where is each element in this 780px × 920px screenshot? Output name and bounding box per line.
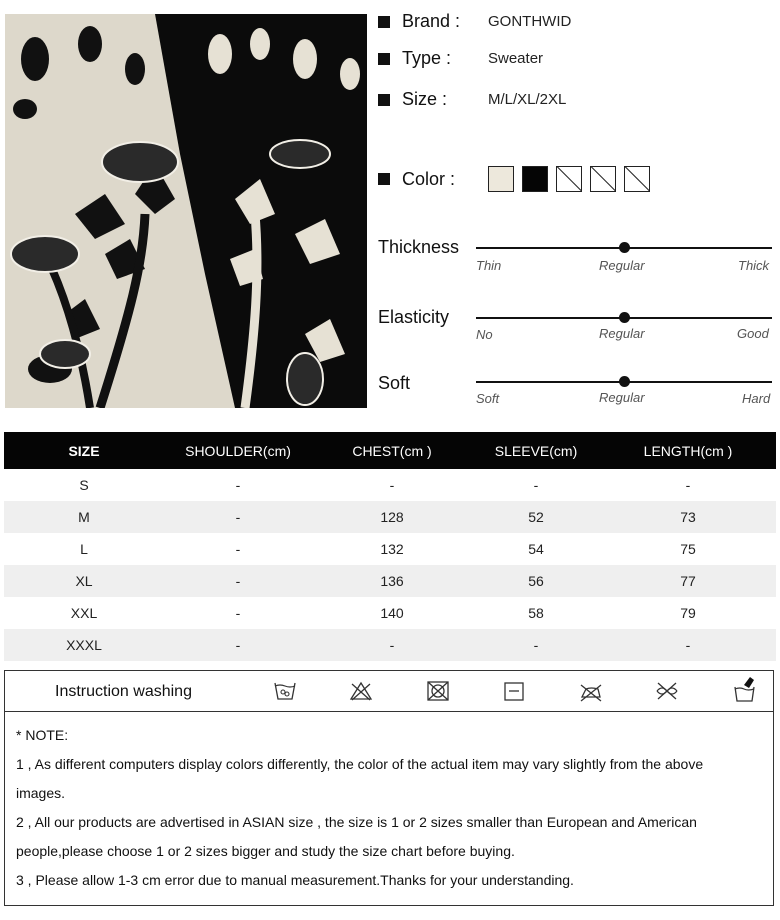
header-size: SIZE: [4, 432, 164, 469]
cell-size: M: [4, 501, 164, 533]
thickness-label: Thickness: [378, 237, 460, 257]
cell-length: -: [685, 477, 691, 493]
color-swatch-cream[interactable]: [488, 166, 514, 192]
brand-value: GONTHWID: [488, 13, 572, 30]
cell-sleeve: 52: [472, 501, 600, 533]
note-line: people,please choose 1 or 2 sizes bigger and study the size chart before buying.: [16, 843, 515, 859]
cell-sleeve: -: [472, 629, 600, 661]
note-line: images.: [16, 785, 66, 801]
table-row: [4, 533, 776, 565]
cell-size: L: [80, 541, 88, 557]
notes-section: [16, 721, 776, 895]
elasticity-max-label: Good: [737, 326, 769, 341]
softness-max-label: Hard: [742, 391, 771, 406]
cell-length: 75: [680, 541, 696, 557]
cell-sleeve: -: [533, 477, 539, 493]
cell-size: XXL: [70, 605, 98, 621]
softness-label: Soft: [378, 373, 411, 393]
color-swatch-unavailable: [590, 166, 616, 192]
header-chest: CHEST(cm ): [312, 432, 472, 469]
table-row: [4, 501, 776, 533]
cell-size: XXXL: [4, 629, 164, 661]
elasticity-min-label: No: [476, 327, 493, 342]
cell-shoulder: -: [164, 629, 312, 661]
note-line: 1 , As different computers display colors differently, the color of the actual item may vary slightly from the above: [16, 756, 704, 772]
cell-chest: 132: [380, 541, 404, 557]
color-swatch-unavailable: [624, 166, 650, 192]
cell-shoulder: -: [164, 565, 312, 597]
washing-title: Instruction washing: [55, 683, 192, 700]
cell-shoulder: -: [164, 501, 312, 533]
color-swatch-unavailable: [556, 166, 582, 192]
thickness-min-label: Thin: [476, 258, 502, 273]
softness-mid-label: Regular: [599, 390, 645, 405]
no-bleach-icon: [349, 679, 373, 703]
note-line: 2 , All our products are advertised in ASIAN size , the size is 1 or 2 sizes smaller than European and American: [16, 814, 697, 830]
cell-size: XL: [4, 565, 164, 597]
softness-indicator: [619, 376, 630, 387]
cell-length: 79: [680, 605, 696, 621]
header-length: LENGTH(cm ): [600, 432, 776, 469]
cell-size: S: [79, 477, 89, 493]
bullet-icon: [378, 53, 390, 65]
cell-shoulder: -: [235, 541, 241, 557]
table-row: [4, 629, 776, 661]
size-label: Size :: [402, 89, 448, 109]
cell-chest: 140: [380, 605, 404, 621]
thickness-mid-label: Regular: [599, 258, 645, 273]
size-chart-table: [4, 432, 776, 661]
table-header-row: [4, 432, 776, 469]
type-row: [378, 48, 543, 69]
header-sleeve: SLEEVE(cm): [472, 432, 600, 469]
type-value: Sweater: [488, 50, 544, 67]
type-label: Type :: [402, 48, 452, 68]
thickness-indicator: [619, 242, 630, 253]
cell-length: -: [600, 629, 776, 661]
color-label: Color :: [402, 168, 456, 189]
bullet-icon: [378, 94, 390, 106]
cell-sleeve: 54: [528, 541, 544, 557]
color-row: [378, 166, 658, 192]
cell-chest: 128: [312, 501, 472, 533]
cell-sleeve: 58: [528, 605, 544, 621]
washing-instructions-box: [4, 670, 774, 906]
cell-chest: -: [389, 477, 395, 493]
no-wring-icon: [655, 679, 679, 703]
color-swatch-black[interactable]: [522, 166, 548, 192]
cell-length: 77: [600, 565, 776, 597]
note-line: 3 , Please allow 1-3 cm error due to manual measurement.Thanks for your understanding.: [16, 872, 574, 888]
elasticity-mid-label: Regular: [599, 326, 645, 341]
hand-wash-bucket-icon: [732, 675, 758, 703]
brand-label: Brand :: [402, 11, 461, 31]
size-row: [378, 89, 566, 110]
cell-shoulder: -: [235, 477, 241, 493]
cell-chest: -: [312, 629, 472, 661]
cell-shoulder: -: [235, 605, 241, 621]
product-specs: [0, 0, 780, 420]
table-row: [4, 565, 776, 597]
softness-min-label: Soft: [476, 391, 500, 406]
bullet-icon: [378, 16, 390, 28]
table-row: [4, 597, 776, 629]
hand-wash-icon: [273, 679, 297, 703]
cell-sleeve: 56: [472, 565, 600, 597]
bullet-icon: [378, 173, 390, 185]
washing-header: [5, 671, 773, 712]
cell-length: 73: [600, 501, 776, 533]
brand-row: [378, 11, 571, 32]
notes-heading: * NOTE:: [16, 727, 69, 743]
size-value: M/L/XL/2XL: [488, 91, 567, 108]
thickness-max-label: Thick: [738, 258, 770, 273]
elasticity-indicator: [619, 312, 630, 323]
flat-dry-icon: [502, 679, 526, 703]
table-row: [4, 469, 776, 501]
elasticity-label: Elasticity: [378, 307, 450, 327]
header-shoulder: SHOULDER(cm): [164, 432, 312, 469]
cell-chest: 136: [312, 565, 472, 597]
no-tumble-dry-icon: [426, 679, 450, 703]
no-iron-icon: [579, 679, 603, 703]
